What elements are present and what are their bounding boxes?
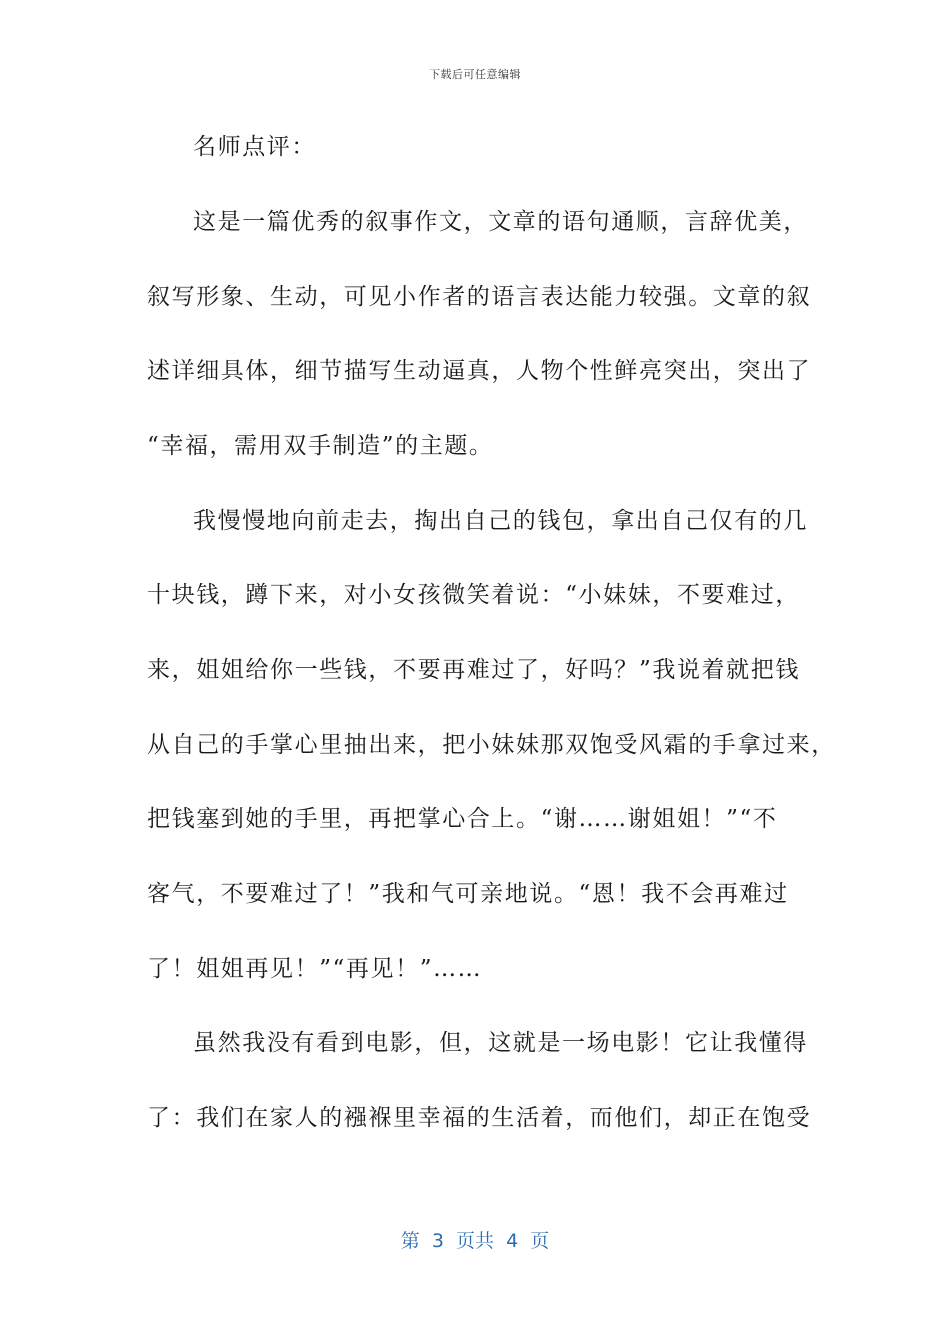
text-line: 把钱塞到她的手里，再把掌心合上。“谢……谢姐姐！”“不 [147,806,778,832]
text-line: 这是一篇优秀的叙事作文，文章的语句通顺，言辞优美， [193,209,808,235]
text-line: 从自己的手掌心里抽出来，把小妹妹那双饱受风霜的手拿过来， [147,732,836,758]
text-line: 述详细具体，细节描写生动逼真，人物个性鲜亮突出，突出了 [147,358,812,384]
text-line: 虽然我没有看到电影，但，这就是一场电影！它让我懂得 [193,1030,808,1056]
text-line: 了！姐姐再见！”“再见！”…… [147,956,483,982]
page-number: 第 3 页共 4 页 [400,1230,550,1252]
header-note: 下载后可任意编辑 [429,68,521,81]
text-line: 客气，不要难过了！”我和气可亲地说。“恩！我不会再难过 [147,881,789,907]
text-line: 我慢慢地向前走去，掏出自己的钱包，拿出自己仅有的几 [193,508,808,534]
text-line: 十块钱，蹲下来，对小女孩微笑着说：“小妹妹，不要难过， [147,582,800,608]
comment-heading: 名师点评： [193,134,316,160]
text-line: 来，姐姐给你一些钱，不要再难过了，好吗？”我说着就把钱 [147,657,800,683]
text-line: “幸福，需用双手制造”的主题。 [147,433,494,459]
text-line: 叙写形象、生动，可见小作者的语言表达能力较强。文章的叙 [147,284,812,310]
text-line: 了：我们在家人的襁褓里幸福的生活着，而他们，却正在饱受 [147,1105,812,1131]
